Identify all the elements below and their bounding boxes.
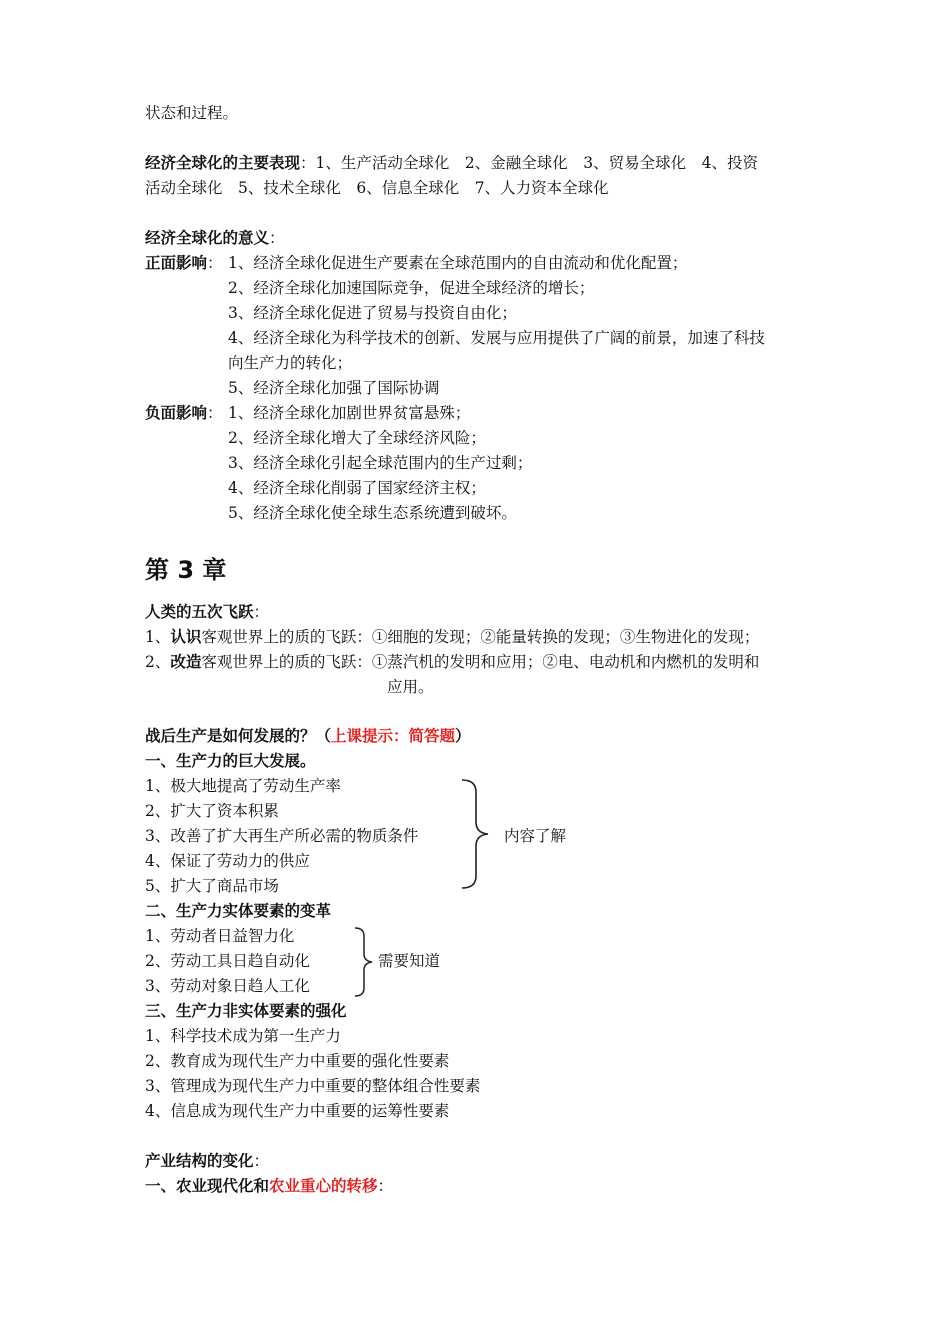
leap-item-1 bbox=[145, 625, 759, 650]
industry-section-1-highlight: 农业重心的转移 bbox=[269, 1177, 378, 1195]
negative-item: 1、经济全球化加剧世界贫富悬殊； bbox=[228, 404, 471, 422]
list-item: 4、保证了劳动力的供应 bbox=[145, 852, 310, 870]
industry-colon: ： bbox=[253, 1152, 270, 1170]
brace-note-1: 内容了解 bbox=[504, 827, 567, 845]
list-item: 3、改善了扩大再生产所必需的物质条件 bbox=[145, 827, 419, 845]
positive-label: 正面影响 bbox=[145, 254, 208, 272]
negative-item: 2、经济全球化增大了全球经济风险； bbox=[228, 429, 486, 447]
negative-item: 5、经济全球化使全球生态系统遭到破坏。 bbox=[228, 504, 517, 522]
industry-heading-text: 产业结构的变化 bbox=[145, 1152, 254, 1170]
leap-text: 客观世界上的质的飞跃：①细胞的发现；②能量转换的发现；③生物进化的发现； bbox=[201, 628, 760, 646]
postwar-close-paren: ） bbox=[455, 727, 471, 745]
positive-item: 向生产力的转化； bbox=[228, 354, 353, 372]
leap-item-2 bbox=[145, 650, 759, 675]
positive-item: 4、经济全球化为科学技术的创新、发展与应用提供了广阔的前景，加速了科技 bbox=[228, 329, 765, 347]
brace-note-2: 需要知道 bbox=[378, 952, 441, 970]
negative-colon: ： bbox=[207, 404, 223, 422]
industry-heading bbox=[145, 1149, 269, 1174]
significance-colon: ： bbox=[269, 229, 285, 247]
manifest-line-1 bbox=[145, 151, 758, 176]
right-brace-icon bbox=[458, 778, 498, 890]
significance-heading bbox=[145, 226, 285, 251]
leap-bold-word: 改造 bbox=[170, 653, 202, 671]
industry-section-1 bbox=[145, 1174, 393, 1199]
list-item: 2、教育成为现代生产力中重要的强化性要素 bbox=[145, 1052, 450, 1070]
positive-item: 1、经济全球化促进生产要素在全球范围内的自由流动和优化配置； bbox=[228, 254, 688, 272]
list-item: 1、极大地提高了劳动生产率 bbox=[145, 777, 341, 795]
leaps-heading-text: 人类的五次飞跃 bbox=[145, 603, 254, 621]
positive-item: 3、经济全球化促进了贸易与投资自由化； bbox=[228, 304, 517, 322]
postwar-question-text: 战后生产是如何发展的？（ bbox=[145, 727, 332, 745]
postwar-hint: 上课提示：简答题 bbox=[331, 727, 456, 745]
manifest-text-1: ：1、生产活动全球化 2、金融全球化 3、贸易全球化 4、投资 bbox=[300, 154, 758, 172]
postwar-section-2: 二、生产力实体要素的变革 bbox=[145, 902, 332, 920]
positive-item: 5、经济全球化加强了国际协调 bbox=[228, 379, 440, 397]
list-item: 2、扩大了资本积累 bbox=[145, 802, 279, 820]
list-item: 5、扩大了商品市场 bbox=[145, 877, 279, 895]
leap-prefix: 1、 bbox=[145, 628, 171, 646]
negative-label: 负面影响 bbox=[145, 404, 208, 422]
right-brace-icon bbox=[352, 926, 378, 998]
positive-item: 2、经济全球化加速国际竞争，促进全球经济的增长； bbox=[228, 279, 595, 297]
industry-section-1-text: 一、农业现代化和 bbox=[145, 1177, 270, 1195]
intro-tail: 状态和过程。 bbox=[145, 104, 239, 122]
list-item: 3、劳动对象日趋人工化 bbox=[145, 977, 310, 995]
postwar-section-3: 三、生产力非实体要素的强化 bbox=[145, 1002, 347, 1020]
list-item: 1、劳动者日益智力化 bbox=[145, 927, 295, 945]
leap-item-2-cont: 应用。 bbox=[387, 678, 434, 696]
list-item: 4、信息成为现代生产力中重要的运筹性要素 bbox=[145, 1102, 450, 1120]
leaps-colon: ： bbox=[253, 603, 270, 621]
chapter-title: 第 3 章 bbox=[145, 556, 227, 584]
negative-item: 3、经济全球化引起全球范围内的生产过剩； bbox=[228, 454, 533, 472]
negative-item: 4、经济全球化削弱了国家经济主权； bbox=[228, 479, 486, 497]
list-item: 2、劳动工具日趋自动化 bbox=[145, 952, 310, 970]
leaps-heading bbox=[145, 600, 269, 625]
leap-bold-word: 认识 bbox=[170, 628, 202, 646]
manifest-label: 经济全球化的主要表现 bbox=[145, 154, 301, 172]
list-item: 3、管理成为现代生产力中重要的整体组合性要素 bbox=[145, 1077, 481, 1095]
postwar-section-1: 一、生产力的巨大发展。 bbox=[145, 752, 316, 770]
leap-text: 客观世界上的质的飞跃：①蒸汽机的发明和应用；②电、电动机和内燃机的发明和 bbox=[201, 653, 760, 671]
manifest-line-2: 活动全球化 5、技术全球化 6、信息全球化 7、人力资本全球化 bbox=[145, 179, 609, 197]
negative-label-line bbox=[145, 401, 223, 426]
positive-colon: ： bbox=[207, 254, 223, 272]
leap-prefix: 2、 bbox=[145, 653, 171, 671]
significance-heading-text: 经济全球化的意义 bbox=[145, 229, 270, 247]
industry-section-1-colon: ： bbox=[377, 1177, 394, 1195]
postwar-question bbox=[145, 724, 471, 749]
positive-label-line bbox=[145, 251, 223, 276]
list-item: 1、科学技术成为第一生产力 bbox=[145, 1027, 341, 1045]
